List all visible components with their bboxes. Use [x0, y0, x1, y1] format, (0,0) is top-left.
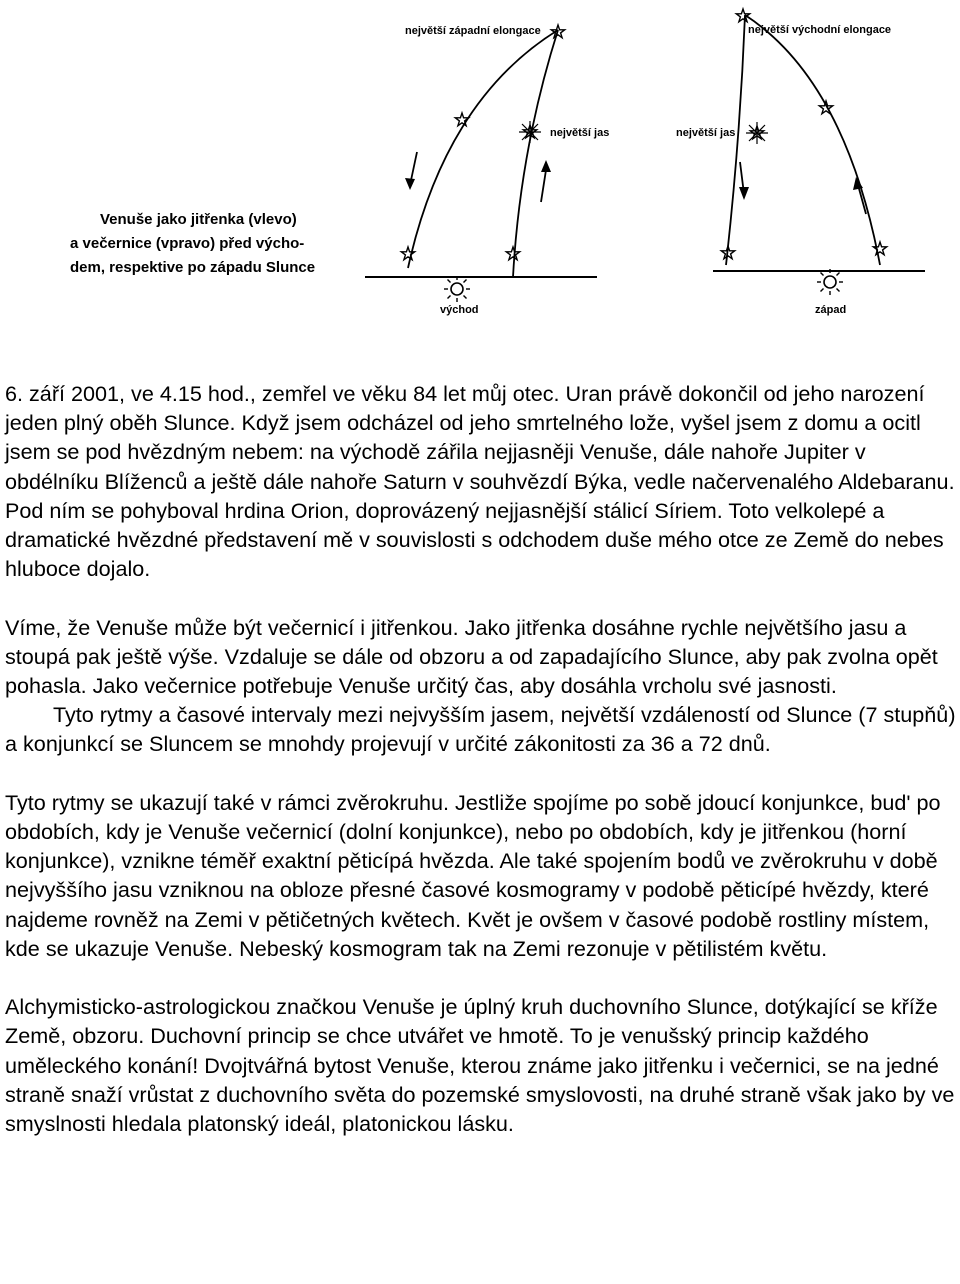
- paragraph-venus-evening-morning: Víme, že Venuše může být večernicí i jitřenkou. Jako jitřenka dosáhne rychle největšího jasu a stoupá pak ještě výše. Vzdaluje se dále od obzoru a od zapadajícího Slunce, aby pak zvolna opět pohasla. Jako večernice potřebuje Venuše určitý čas, aby dosáhla vrcholu své jasnosti.: [5, 614, 938, 699]
- paragraph-rhythms-intervals: [5, 700, 957, 758]
- right-label-sunset: západ: [815, 304, 847, 316]
- right-star-elongation: [736, 9, 749, 22]
- paragraph-father-death: 6. září 2001, ve 4.15 hod., zemřel ve věku 84 let můj otec. Uran právě dokončil od jeho narození jeden plný oběh Slunce. Když jsem odcházel od jeho smrtelného lože, vyšel jsem z domu a ocitl jsem se pod hvězdným nebem: na východě zářila nejjasněji Venuše, dále nahoře Jupiter v obdélníku Blíženců a ještě dále nahoře Saturn v souhvězdí Býka, vedle načervenalého Aldebaranu. Pod ním se pohyboval hrdina Orion, doprovázený nejjasnější stálicí Síriem. Toto velkolepé a dramatické hvězdné představení mě v souvislosti s odchodem duše mého otce ze Země do nebes hluboce dojalo.: [5, 381, 955, 582]
- paragraph-alchemical-sign: Alchymisticko-astrologickou značkou Venuše je úplný kruh duchovního Slunce, dotýkající se kříže Země, obzoru. Duchovní princip se chce utvářet ve hmotě. To je venušský princip každého uměleckého konání! Dvojtvářná bytost Venuše, kterou známe jako jitřenku i večernici, se na jedné straně snaží vrůstat z duchovního světa do pozemské smyslovosti, na druhé straně však jako by ve smyslnosti hledala platonský ideál, platonickou lásku.: [5, 994, 955, 1137]
- left-arrow-up-head: [541, 160, 551, 172]
- right-panel-evening-star: [676, 9, 925, 316]
- left-bright-star: [519, 121, 541, 143]
- right-arc-inner: [726, 15, 745, 265]
- diagram-caption-line-3: dem, respektive po západu Slunce: [70, 259, 316, 276]
- left-label-elongation: největší západní elongace: [405, 25, 541, 37]
- right-bright-star: [746, 122, 768, 144]
- right-sun-icon: [817, 269, 843, 295]
- left-arc-outer: [408, 30, 558, 268]
- article-body: [5, 379, 957, 1138]
- diagram-caption-line-2: a večernice (vpravo) před výcho-: [70, 235, 305, 252]
- left-star-upper: [455, 113, 468, 126]
- left-label-brightest: největší jas: [550, 127, 610, 139]
- right-label-elongation: největší východní elongace: [748, 24, 892, 36]
- left-arrow-up: [541, 170, 546, 202]
- left-label-sunrise: východ: [440, 304, 479, 316]
- right-arrow-down-head: [739, 187, 749, 200]
- left-panel-morning-star: [365, 25, 609, 316]
- right-label-brightest: největší jas: [676, 127, 736, 139]
- paragraph-zodiac-pentagram: Tyto rytmy se ukazují také v rámci zvěrokruhu. Jestliže spojíme po sobě jdoucí konjunkce, bud' po obdobích, kdy je Venuše večernicí (dolní konjunkce), nebo po obdobích, kdy je jitřenkou (horní konjunkce), vznikne téměř exaktní pěticípá hvězda. Ale také spojením bodů ve zvěrokruhu v době nejvyššího jasu vzniknou na obloze přesné časové kosmogramy v podobě pěticípé hvězdy, které najdeme rovněž na Zemi v pětičetných květech. Květ je ovšem v časové podobě rostliny místem, kde se ukazuje Venuše. Nebeský kosmogram tak na Zemi rezonuje v pětilistém květu.: [5, 789, 941, 961]
- right-arc-outer: [745, 15, 880, 265]
- left-arc-inner: [513, 30, 558, 277]
- left-arrow-down-head: [405, 178, 415, 190]
- left-star-low-inner: [506, 247, 519, 260]
- venus-diagram: [0, 0, 960, 340]
- left-sun-icon: [444, 276, 470, 302]
- diagram-caption-line-1: Venuše jako jitřenka (vlevo): [100, 211, 297, 228]
- paragraph-rhythms-intervals-text: Tyto rytmy a časové intervaly mezi nejvyšším jasem, největší vzdáleností od Slunce (7 stupňů) a konjunkcí se Sluncem se mnohdy projevují v určité zákonitosti za 36 a 72 dnů.: [5, 702, 956, 757]
